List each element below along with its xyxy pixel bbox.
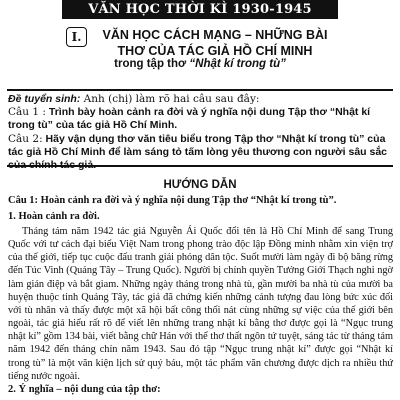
exam-question-2 <box>8 133 392 172</box>
chapter-banner: VĂN HỌC THỜI KÌ 1930-1945 <box>62 0 338 19</box>
question-tag: Câu 1 : <box>8 106 46 118</box>
question-text: Trình bày hoàn cảnh ra đời và ý nghĩa nội dung Tập thơ “Nhật kí trong tù” của tác giả Hồ Chí Minh. <box>8 106 371 131</box>
question-text: Hoàn cảnh ra đời và ý nghĩa nội dung Tập thơ “Nhật kí trong tù”. <box>38 195 337 206</box>
section-number: I. <box>66 27 87 47</box>
exam-label: Đề tuyển sinh: <box>8 93 81 105</box>
guide-title: HƯỚNG DẪN <box>163 179 237 191</box>
subtitle-prefix: trong tập thơ <box>114 58 190 70</box>
subheading-2: 2. Ý nghĩa – nội dung của tập thơ: <box>8 384 161 395</box>
exam-heading <box>8 92 259 106</box>
section-title: VĂN HỌC CÁCH MẠNG – NHỮNG BÀI THƠ CỦA TÁC GIẢ HỒ CHÍ MINH <box>102 28 328 58</box>
question-text: Hãy vận dụng thơ văn tiêu biểu trong Tập thơ “Nhật kí trong tù” của tác giả Hồ Chí Minh để làm sáng tỏ tấm lòng yêu thương con người sâu sắc của chính tác giả. <box>8 133 388 171</box>
subtitle-book: “Nhật kí trong tù” <box>189 58 286 70</box>
subheading-1: 1. Hoàn cảnh ra đời. <box>8 211 100 222</box>
exam-instruction: Anh (chị) làm rõ hai câu sau đây: <box>80 93 260 105</box>
question-tag: Câu 1: <box>8 195 39 206</box>
exam-question-1 <box>8 106 392 132</box>
section-subtitle <box>0 58 400 70</box>
question-tag: Câu 2: <box>8 133 43 145</box>
paragraph-1: Tháng tám năm 1942 tác giả Nguyễn Ái Quốc đổi tên là Hồ Chí Minh để sang Trung Quốc với tư cách đại biểu Việt Nam trong phong trào độc lập Đồng minh nhằm xin viện trợ của thế giới, tiếp tục cuộc đấu tranh giải phóng dân tộc. Suốt mười làm ngày đi bộ băng rừng đến Túc Vinh (Quảng Tây – Trung Quốc). Người bị chính quyền Tưởng Giới Thạch nghi ngờ làm gián điệp và bắt giam. Những ngày tháng trong nhà tù, gần mười ba nhà tù của mười ba huyện thuộc tỉnh Quảng Tây, tác giả đã chứng kiến những cảnh tượng đau lòng bức xúc đối với tù nhân và thấy được một xã hội bất công thối nát cùng những sự việc của thế giới bên ngoài, tác giả hiểu rất rõ để viết lên những trang nhật kí bằng thơ được gọi là “Ngục trung nhật kí” gồm 134 bài, viết bằng chữ Hán với thể thơ thất ngôn tứ tuyệt, sáng tác từ tháng tám năm 1942 đến tháng chín năm 1943. Sau đó tập “Ngục trung nhật kí” được gọi “Nhật kí trong tù” là một văn kiện lịch sử quý báu, một tác phẩm văn chương được dịch ra nhiều thứ tiếng nước ngoài. <box>8 226 393 382</box>
guide-question-1 <box>8 194 393 207</box>
